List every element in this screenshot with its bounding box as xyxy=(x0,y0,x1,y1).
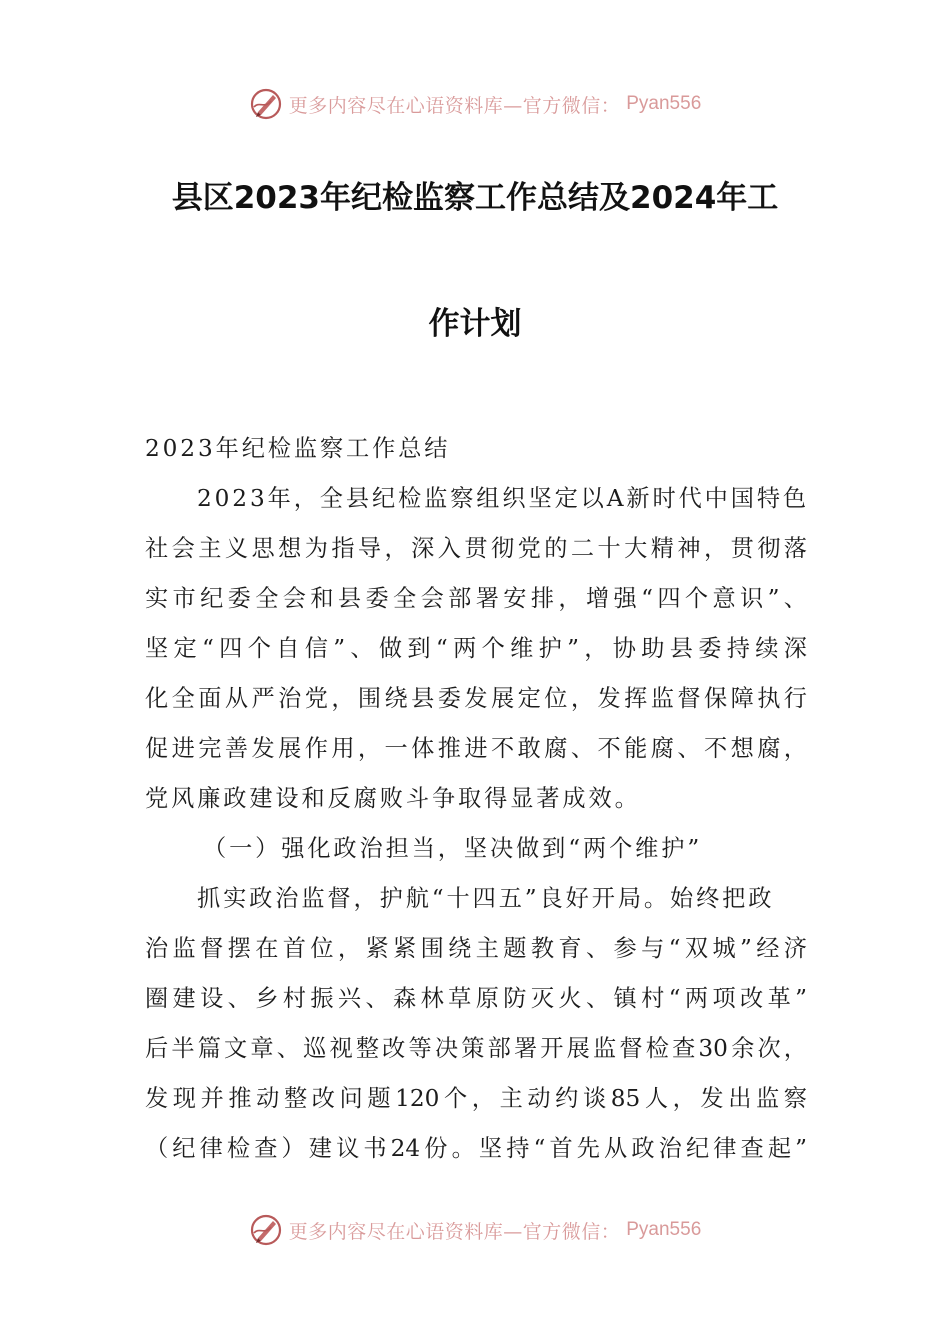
pen-logo-icon xyxy=(249,1213,283,1247)
header-banner xyxy=(0,84,950,124)
paragraph-line: 化全面从严治党，围绕县委发展定位，发挥监督保障执行 xyxy=(145,685,807,712)
footer-banner-text: 更多内容尽在心语资料库—官方微信： xyxy=(288,1220,621,1243)
paragraph-line: 治监督摆在首位，紧紧围绕主题教育、参与“双城”经济 xyxy=(145,935,807,962)
pen-logo-icon xyxy=(249,87,283,121)
paragraph-line: 2023年，全县纪检监察组织坚定以A新时代中国特色 xyxy=(197,485,810,512)
paragraph-line: 党风廉政建设和反腐败斗争取得显著成效。 xyxy=(145,785,641,812)
paragraph-line: （纪律检查）建议书24份。坚持“首先从政治纪律查起” xyxy=(145,1135,807,1162)
footer-wechat-id: Pyan556 xyxy=(626,1219,702,1240)
paragraph-line: 坚定“四个自信”、做到“两个维护”，协助县委持续深 xyxy=(145,635,807,662)
header-wechat-id: Pyan556 xyxy=(626,93,702,114)
section-heading: 2023年纪检监察工作总结 xyxy=(145,435,451,462)
document-title-line-1: 县区2023年纪检监察工作总结及2024年工 xyxy=(171,180,779,216)
paragraph-line: 后半篇文章、巡视整改等决策部署开展监督检查30余次， xyxy=(145,1035,807,1062)
paragraph-line: 促进完善发展作用，一体推进不敢腐、不能腐、不想腐， xyxy=(145,735,807,762)
document-title-line-2: 作计划 xyxy=(428,306,522,342)
paragraph-line: 发现并推动整改问题120个，主动约谈85人，发出监察 xyxy=(145,1085,807,1112)
subsection-heading: （一）强化政治担当，坚决做到“两个维护” xyxy=(203,835,703,862)
paragraph-line: 实市纪委全会和县委全会部署安排，增强“四个意识”、 xyxy=(145,585,807,612)
paragraph-line: 抓实政治监督，护航“十四五”良好开局。始终把政 xyxy=(197,885,775,912)
header-banner-text: 更多内容尽在心语资料库—官方微信： xyxy=(288,94,621,117)
paragraph-line: 圈建设、乡村振兴、森林草原防灭火、镇村“两项改革” xyxy=(145,985,807,1012)
document-body xyxy=(145,424,810,1174)
paragraph-line: 社会主义思想为指导，深入贯彻党的二十大精神，贯彻落 xyxy=(145,535,807,562)
footer-banner xyxy=(0,1210,950,1250)
